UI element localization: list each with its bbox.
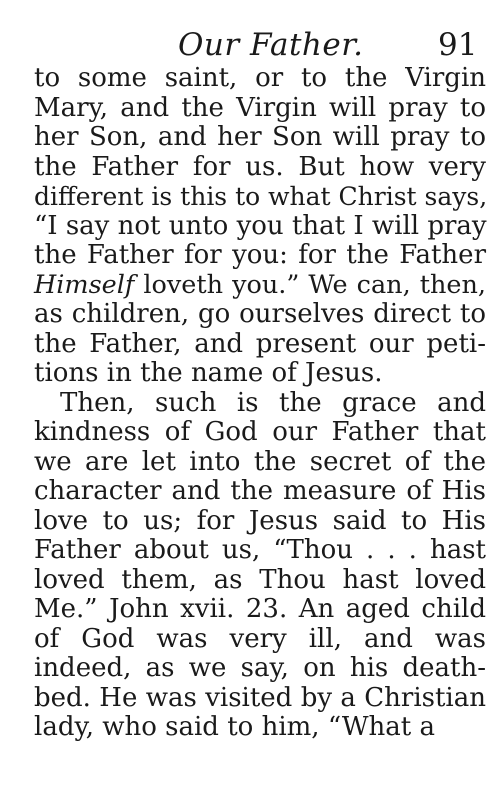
text-line: loved them, as Thou hast loved (34, 564, 486, 595)
text-line: the Father for us. But how very (34, 151, 486, 182)
text-line: Father about us, “Thou . . . hast (34, 535, 486, 565)
text-line: character and the measure of His (34, 476, 486, 506)
text-line: the Father, and present our peti- (34, 328, 486, 359)
text-line-with-emphasis (34, 271, 486, 301)
text-line: tions in the name of Jesus. (34, 358, 383, 388)
text-line: “I say not unto you that I will pray (34, 210, 487, 241)
italic-word: Himself (34, 269, 135, 300)
text-line: the Father for you: for the Father (34, 240, 486, 270)
page-header (0, 22, 500, 66)
page-number: 91 (438, 27, 478, 63)
text-line: her Son, and her Son will pray to (34, 122, 486, 152)
text-line: of God was very ill, and was (34, 623, 486, 654)
text-line-rest: loveth you.” We can, then, (143, 269, 486, 300)
text-line: lady, who said to him, “What a (34, 712, 436, 742)
paragraph-first-line: Then, such is the grace and (60, 387, 486, 418)
text-line: different is this to what Christ says, (34, 182, 488, 211)
text-line: as children, go ourselves direct to (34, 299, 486, 329)
text-line: Mary, and the Virgin will pray to (34, 92, 486, 123)
text-line: we are let into the secret of the (34, 446, 486, 477)
text-line: bed. He was visited by a Christian (34, 682, 486, 713)
text-line: Me.” John xvii. 23. An aged child (34, 594, 486, 624)
text-line: indeed, as we say, on his death- (34, 653, 486, 683)
text-line: to some saint, or to the Virgin (34, 63, 486, 93)
text-line: kindness of God our Father that (34, 417, 486, 447)
text-line: love to us; for Jesus said to His (34, 505, 486, 536)
running-title: Our Father. (178, 27, 364, 63)
